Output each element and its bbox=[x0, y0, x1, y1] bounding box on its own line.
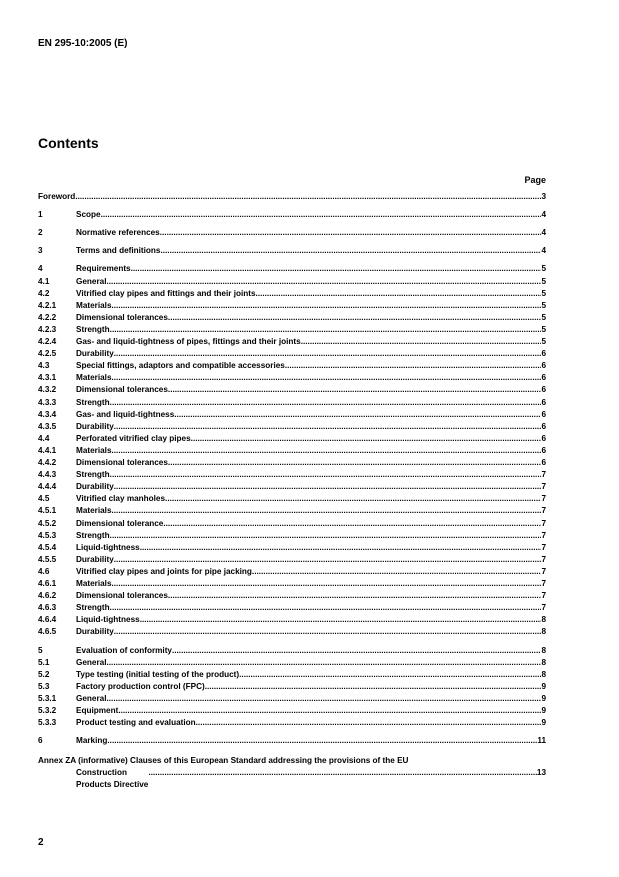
toc-entry-number: 4.4 bbox=[38, 433, 50, 443]
toc-entry-number: 4.5.3 bbox=[38, 530, 57, 540]
toc-entry-page: 5 bbox=[541, 300, 546, 310]
toc-entry-number: 4.6 bbox=[38, 566, 50, 576]
toc-entry-number: 4.2.3 bbox=[38, 324, 57, 334]
toc-entry[interactable] bbox=[38, 372, 546, 384]
toc-entry-page: 6 bbox=[541, 397, 546, 407]
toc-entry-title: Durability bbox=[76, 554, 114, 564]
toc-entry-title: Evaluation of conformity bbox=[76, 645, 172, 655]
toc-leader-dots bbox=[252, 566, 542, 578]
toc-leader-dots bbox=[160, 227, 542, 239]
toc-leader-dots bbox=[75, 191, 541, 203]
toc-entry[interactable] bbox=[38, 645, 546, 657]
toc-entry[interactable] bbox=[38, 421, 546, 433]
toc-entry-number: 5.3 bbox=[38, 681, 50, 691]
toc-entry-number: 5.2 bbox=[38, 669, 50, 679]
toc-entry[interactable] bbox=[38, 348, 546, 360]
toc-entry-page: 7 bbox=[541, 494, 546, 504]
toc-entry-title: Dimensional tolerance bbox=[76, 518, 164, 528]
toc-leader-dots bbox=[114, 421, 542, 433]
toc-leader-dots bbox=[239, 669, 541, 681]
toc-entry-page: 4 bbox=[541, 210, 546, 220]
toc-entry-title: Strength bbox=[76, 530, 110, 540]
toc-entry-number: 4.6.3 bbox=[38, 603, 57, 613]
toc-entry[interactable] bbox=[38, 263, 546, 275]
toc-leader-dots bbox=[107, 735, 537, 747]
toc-entry-title: General bbox=[76, 693, 107, 703]
toc-entry-page: 7 bbox=[541, 518, 546, 528]
toc-entry[interactable] bbox=[38, 602, 546, 614]
toc-entry[interactable] bbox=[38, 336, 546, 348]
toc-entry-title: Materials bbox=[76, 506, 112, 516]
toc-leader-dots bbox=[172, 645, 541, 657]
toc-entry-title: Vitrified clay manholes bbox=[76, 494, 166, 504]
toc-entry[interactable] bbox=[38, 227, 546, 239]
toc-entry-title: Strength bbox=[76, 397, 110, 407]
toc-entry-number: 4.5.1 bbox=[38, 506, 57, 516]
toc-entry-page: 6 bbox=[541, 445, 546, 455]
toc-entry-page: 7 bbox=[541, 591, 546, 601]
toc-leader-dots bbox=[256, 288, 542, 300]
toc-leader-dots bbox=[114, 554, 542, 566]
toc-entry-title: General bbox=[76, 276, 107, 286]
toc-annex-entry[interactable] bbox=[38, 755, 546, 791]
annex-page: 13 bbox=[536, 768, 546, 778]
toc-entry-number: 4.1 bbox=[38, 276, 50, 286]
toc-leader-dots bbox=[196, 717, 542, 729]
toc-entry-title: Scope bbox=[76, 210, 101, 220]
annex-title-line1: Annex ZA (informative) Clauses of this European Standard addressing the provisions of the EU bbox=[38, 756, 409, 766]
toc-entry-title: Requirements bbox=[76, 264, 131, 274]
page-column-heading: Page bbox=[524, 175, 546, 185]
toc-entry-title: Factory production control (FPC) bbox=[76, 681, 205, 691]
toc-entry-number: 4.4.3 bbox=[38, 470, 57, 480]
toc-entry-number: 4.3.4 bbox=[38, 409, 57, 419]
toc-entry-number: 4.6.4 bbox=[38, 615, 57, 625]
toc-entry[interactable] bbox=[38, 245, 546, 257]
toc-entry-title: Gas- and liquid-tightness bbox=[76, 409, 175, 419]
toc-leader-dots bbox=[131, 263, 542, 275]
toc-leader-dots bbox=[114, 348, 542, 360]
toc-entry-page: 9 bbox=[541, 693, 546, 703]
toc-entry[interactable] bbox=[38, 693, 546, 705]
toc-leader-dots bbox=[191, 433, 542, 445]
toc-leader-dots bbox=[112, 372, 542, 384]
toc-entry-page: 9 bbox=[541, 681, 546, 691]
toc-leader-dots bbox=[160, 245, 541, 257]
toc-entry-page: 5 bbox=[541, 264, 546, 274]
toc-entry-page: 7 bbox=[541, 579, 546, 588]
toc-entry-page: 3 bbox=[541, 192, 546, 201]
toc-entry-title: Dimensional tolerances bbox=[76, 591, 168, 601]
toc-entry-page: 6 bbox=[541, 373, 546, 383]
toc-entry-number: 4.6.5 bbox=[38, 627, 57, 637]
toc-leader-dots bbox=[301, 336, 542, 348]
toc-leader-dots bbox=[110, 530, 542, 542]
toc-entry[interactable] bbox=[38, 530, 546, 542]
toc-entry-title: Normative references bbox=[76, 228, 160, 238]
toc-entry-page: 8 bbox=[541, 615, 546, 625]
toc-entry-page: 7 bbox=[541, 470, 546, 480]
toc-entry-page: 8 bbox=[541, 657, 546, 667]
toc-entry[interactable] bbox=[38, 542, 546, 554]
toc-entry[interactable] bbox=[38, 578, 546, 590]
toc-entry-number: 5.3.2 bbox=[38, 706, 57, 715]
toc-leader-dots bbox=[110, 397, 542, 409]
toc-leader-dots bbox=[110, 469, 542, 481]
toc-entry-title: Strength bbox=[76, 324, 110, 334]
toc-entry-title: Terms and definitions bbox=[76, 246, 161, 256]
toc-entry[interactable] bbox=[38, 469, 546, 481]
toc-entry-number: 4.3.1 bbox=[38, 373, 57, 383]
toc-entry[interactable] bbox=[38, 191, 546, 203]
toc-entry-title: Materials bbox=[76, 579, 112, 588]
toc-entry-number: 4 bbox=[38, 264, 43, 274]
toc-leader-dots bbox=[112, 505, 542, 517]
toc-entry-number: 5.1 bbox=[38, 657, 50, 667]
toc-entry-page: 5 bbox=[541, 276, 546, 286]
toc-leader-dots bbox=[114, 626, 542, 638]
toc-entry-title: Vitrified clay pipes and fittings and their joints bbox=[76, 288, 256, 298]
toc-entry-number: 5.3.1 bbox=[38, 693, 57, 703]
toc-entry[interactable] bbox=[38, 493, 546, 505]
toc-entry-title: Durability bbox=[76, 421, 114, 431]
toc-entry[interactable] bbox=[38, 614, 546, 626]
toc-entry-title: Materials bbox=[76, 445, 112, 455]
toc-entry-number: 4.2.4 bbox=[38, 337, 57, 346]
toc-entry-page: 7 bbox=[541, 530, 546, 540]
toc-entry-number: 4.4.4 bbox=[38, 482, 57, 492]
toc-leader-dots bbox=[112, 445, 542, 457]
toc-entry-number: 4.3.5 bbox=[38, 421, 57, 431]
toc-leader-dots bbox=[168, 590, 542, 602]
toc-entry-page: 8 bbox=[541, 669, 546, 679]
toc-entry[interactable] bbox=[38, 518, 546, 530]
toc-entry-page: 6 bbox=[541, 385, 546, 395]
toc-entry-title: Strength bbox=[76, 470, 110, 480]
toc-entry[interactable] bbox=[38, 566, 546, 578]
toc-entry[interactable] bbox=[38, 481, 546, 493]
toc-entry-number: 4.2 bbox=[38, 288, 50, 298]
toc-leader-dots bbox=[205, 681, 542, 693]
toc-leader-dots bbox=[148, 767, 536, 779]
toc-entry-number: 4.3 bbox=[38, 361, 50, 371]
toc-entry-number: 4.5.4 bbox=[38, 542, 57, 552]
toc-entry-page: 6 bbox=[541, 409, 546, 419]
toc-entry-number: 4.6.1 bbox=[38, 579, 57, 588]
toc-entry-number: 4.2.1 bbox=[38, 300, 57, 310]
toc-leader-dots bbox=[174, 409, 541, 421]
toc-entry-title: Strength bbox=[76, 603, 110, 613]
toc-entry-page: 9 bbox=[541, 706, 546, 715]
toc-entry-number: 4.5.2 bbox=[38, 518, 57, 528]
toc-entry[interactable] bbox=[38, 681, 546, 693]
toc-entry-page: 4 bbox=[541, 228, 546, 238]
toc-entry-title: Special fittings, adaptors and compatible accessories bbox=[76, 361, 285, 371]
toc-entry[interactable] bbox=[38, 300, 546, 312]
toc-leader-dots bbox=[140, 542, 542, 554]
toc-entry-number: 4.2.2 bbox=[38, 312, 57, 322]
toc-entry[interactable] bbox=[38, 276, 546, 288]
toc-entry-number: 5 bbox=[38, 645, 43, 655]
toc-entry-title: Foreword bbox=[38, 192, 76, 201]
toc-entry-title: Liquid-tightness bbox=[76, 615, 140, 625]
toc-entry-title: Marking bbox=[76, 736, 108, 746]
toc-entry-page: 6 bbox=[541, 349, 546, 359]
toc-entry[interactable] bbox=[38, 590, 546, 602]
toc-entry[interactable] bbox=[38, 312, 546, 324]
toc-entry[interactable] bbox=[38, 288, 546, 300]
toc-leader-dots bbox=[107, 693, 542, 705]
toc-entry-number: 4.4.2 bbox=[38, 458, 57, 467]
toc-entry-page: 11 bbox=[537, 736, 546, 746]
toc-entry[interactable] bbox=[38, 457, 546, 469]
annex-title-line2: Construction Products Directive bbox=[76, 768, 149, 790]
toc-leader-dots bbox=[168, 312, 542, 324]
toc-leader-dots bbox=[110, 602, 542, 614]
toc-entry[interactable] bbox=[38, 209, 546, 221]
toc-entry-number: 4.6.2 bbox=[38, 591, 57, 601]
toc-entry-page: 6 bbox=[541, 433, 546, 443]
toc-leader-dots bbox=[112, 578, 542, 590]
toc-entry-title: Durability bbox=[76, 627, 114, 637]
toc-leader-dots bbox=[110, 324, 542, 336]
toc-entry-page: 9 bbox=[541, 718, 546, 728]
toc-entry[interactable] bbox=[38, 409, 546, 421]
toc-entry-number: 4.2.5 bbox=[38, 349, 57, 359]
toc-entry-page: 7 bbox=[541, 506, 546, 516]
toc-entry[interactable] bbox=[38, 384, 546, 396]
toc-leader-dots bbox=[107, 276, 542, 288]
toc-entry-page: 6 bbox=[541, 421, 546, 431]
toc-entry[interactable] bbox=[38, 657, 546, 669]
toc-entry-page: 8 bbox=[541, 627, 546, 637]
toc-entry-title: Type testing (initial testing of the product) bbox=[76, 669, 240, 679]
toc-entry[interactable] bbox=[38, 735, 546, 747]
toc-entry-page: 6 bbox=[541, 361, 546, 371]
toc-entry-number: 4.5 bbox=[38, 494, 50, 504]
toc-entry-title: Dimensional tolerances bbox=[76, 458, 168, 467]
toc-entry-number: 6 bbox=[38, 736, 43, 746]
toc-entry-number: 3 bbox=[38, 246, 43, 256]
toc-entry-page: 5 bbox=[541, 288, 546, 298]
page-number: 2 bbox=[38, 837, 44, 848]
toc-entry-title: General bbox=[76, 657, 107, 667]
toc-entry[interactable] bbox=[38, 397, 546, 409]
toc-entry-title: Product testing and evaluation bbox=[76, 718, 196, 728]
toc-entry-page: 5 bbox=[541, 324, 546, 334]
toc-entry[interactable] bbox=[38, 445, 546, 457]
toc-leader-dots bbox=[285, 360, 542, 372]
toc-entry-title: Durability bbox=[76, 482, 114, 492]
toc-entry-page: 7 bbox=[541, 566, 546, 576]
toc-leader-dots bbox=[118, 705, 541, 717]
toc-leader-dots bbox=[114, 481, 542, 493]
toc-entry-number: 4.4.1 bbox=[38, 445, 57, 455]
toc-entry-page: 7 bbox=[541, 603, 546, 613]
toc-entry-number: 4.5.5 bbox=[38, 554, 57, 564]
toc-entry[interactable] bbox=[38, 433, 546, 445]
toc-leader-dots bbox=[140, 614, 542, 626]
toc-leader-dots bbox=[165, 493, 541, 505]
toc-entry-page: 6 bbox=[541, 458, 546, 467]
toc-entry-title: Gas- and liquid-tightness of pipes, fittings and their joints bbox=[76, 337, 301, 346]
toc-entry-number: 2 bbox=[38, 228, 43, 238]
toc-entry[interactable] bbox=[38, 360, 546, 372]
toc-entry-number: 5.3.3 bbox=[38, 718, 57, 728]
toc-entry-page: 7 bbox=[541, 482, 546, 492]
toc-leader-dots bbox=[101, 209, 542, 221]
document-id-header: EN 295-10:2005 (E) bbox=[38, 38, 128, 49]
toc-entry-title: Materials bbox=[76, 300, 112, 310]
toc-entry-title: Vitrified clay pipes and joints for pipe jacking bbox=[76, 566, 252, 576]
toc-entry-page: 4 bbox=[541, 246, 546, 256]
toc-entry[interactable] bbox=[38, 505, 546, 517]
toc-leader-dots bbox=[168, 384, 542, 396]
toc-leader-dots bbox=[107, 657, 542, 669]
toc-entry-page: 8 bbox=[541, 645, 546, 655]
toc-entry-page: 5 bbox=[541, 312, 546, 322]
toc-entry-title: Durability bbox=[76, 349, 114, 359]
toc-entry-title: Dimensional tolerances bbox=[76, 385, 168, 395]
toc-entry[interactable] bbox=[38, 626, 546, 638]
toc-entry-page: 7 bbox=[541, 542, 546, 552]
toc-entry[interactable] bbox=[38, 554, 546, 566]
toc-entry-title: Liquid-tightness bbox=[76, 542, 140, 552]
toc-entry-title: Dimensional tolerances bbox=[76, 312, 168, 322]
toc-entry-title: Equipment bbox=[76, 706, 119, 715]
toc-entry-number: 1 bbox=[38, 210, 43, 220]
toc-entry[interactable] bbox=[38, 669, 546, 681]
toc-entry-number: 4.3.3 bbox=[38, 397, 57, 407]
toc-entry-page: 5 bbox=[541, 337, 546, 346]
toc-entry-title: Perforated vitrified clay pipes bbox=[76, 433, 191, 443]
toc-entry-number: 4.3.2 bbox=[38, 385, 57, 395]
toc-entry-title: Materials bbox=[76, 373, 112, 383]
toc-entry[interactable] bbox=[38, 705, 546, 717]
toc-entry[interactable] bbox=[38, 324, 546, 336]
toc-entry[interactable] bbox=[38, 717, 546, 729]
toc-leader-dots bbox=[163, 518, 541, 530]
toc-leader-dots bbox=[112, 300, 542, 312]
toc-entry-page: 7 bbox=[541, 554, 546, 564]
contents-title: Contents bbox=[38, 135, 99, 151]
toc-leader-dots bbox=[168, 457, 542, 469]
